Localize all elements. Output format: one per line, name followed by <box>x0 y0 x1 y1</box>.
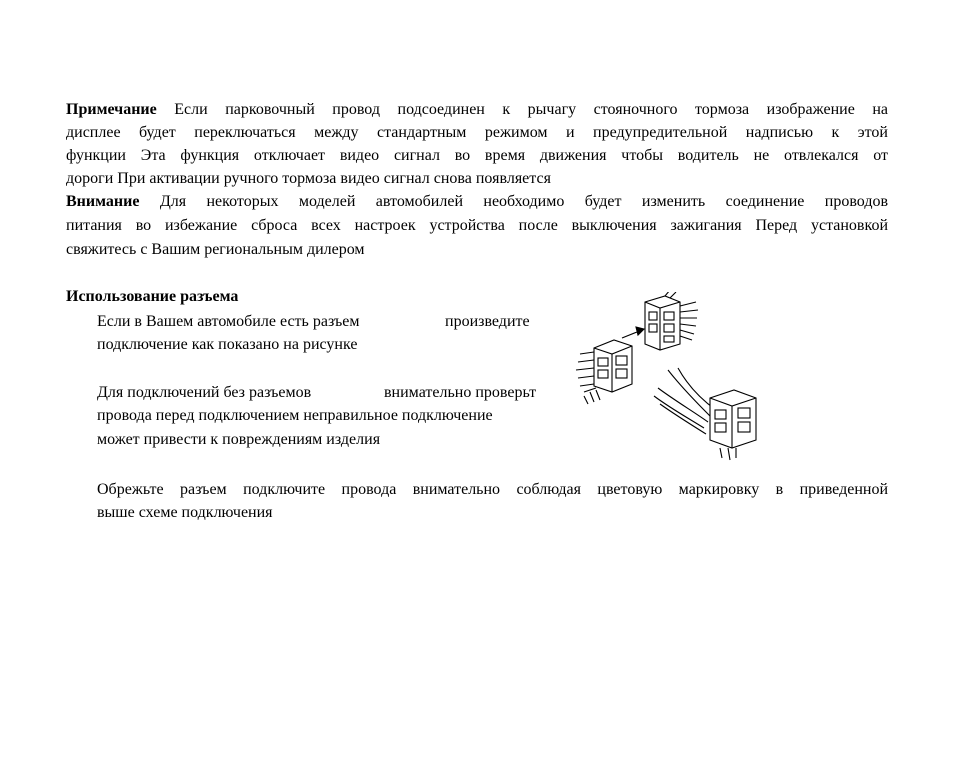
para2-line1a: Для подключений без разъемов <box>97 384 312 401</box>
para1-line1b: произведите <box>445 313 530 330</box>
wiring-connector-illustration-icon <box>570 292 790 464</box>
note-text-1: Если парковочный провод подсоединен к рычагу стояночного тормоза изображение на <box>174 101 889 118</box>
para3-line2: выше схеме подключения <box>97 504 273 521</box>
loose-wire-connector-icon <box>654 368 756 460</box>
note-line-1 <box>66 100 888 120</box>
para2-line3: может привести к повреждениям изделия <box>97 431 381 448</box>
note-line-2: дисплее будет переключаться между стандартным режимом и предупредительной надписью к этой <box>66 124 888 141</box>
note-line-4: дороги При активации ручного тормоза видео сигнал снова появляется <box>66 170 551 187</box>
warning-text-1: Для некоторых моделей автомобилей необходимо будет изменить соединение проводов <box>159 193 889 210</box>
para1-line1a: Если в Вашем автомобиле есть разъем <box>97 313 360 330</box>
warning-line-1 <box>66 192 888 212</box>
unit-connector-icon <box>576 340 632 404</box>
note-label: Примечание <box>66 101 157 118</box>
warning-label: Внимание <box>66 193 140 210</box>
warning-line-2: питания во избежание сброса всех настроек устройства после выключения зажигания Перед установкой <box>66 217 888 234</box>
para2-line2: провода перед подключением неправильное подключение <box>97 407 493 424</box>
connector-heading: Использование разъема <box>66 288 239 305</box>
vehicle-connector-icon <box>645 292 698 350</box>
para1-line2: подключение как показано на рисунке <box>97 336 358 353</box>
para2-line1b: внимательно проверьт <box>384 384 537 401</box>
warning-line-3: свяжитесь с Вашим региональным дилером <box>66 241 365 258</box>
para3-line1: Обрежьте разъем подключите провода внимательно соблюдая цветовую маркировку в приведенной <box>97 481 888 498</box>
note-line-3: функции Эта функция отключает видео сигнал во время движения чтобы водитель не отвлекался от <box>66 147 888 164</box>
connection-arrow-icon <box>622 327 644 338</box>
